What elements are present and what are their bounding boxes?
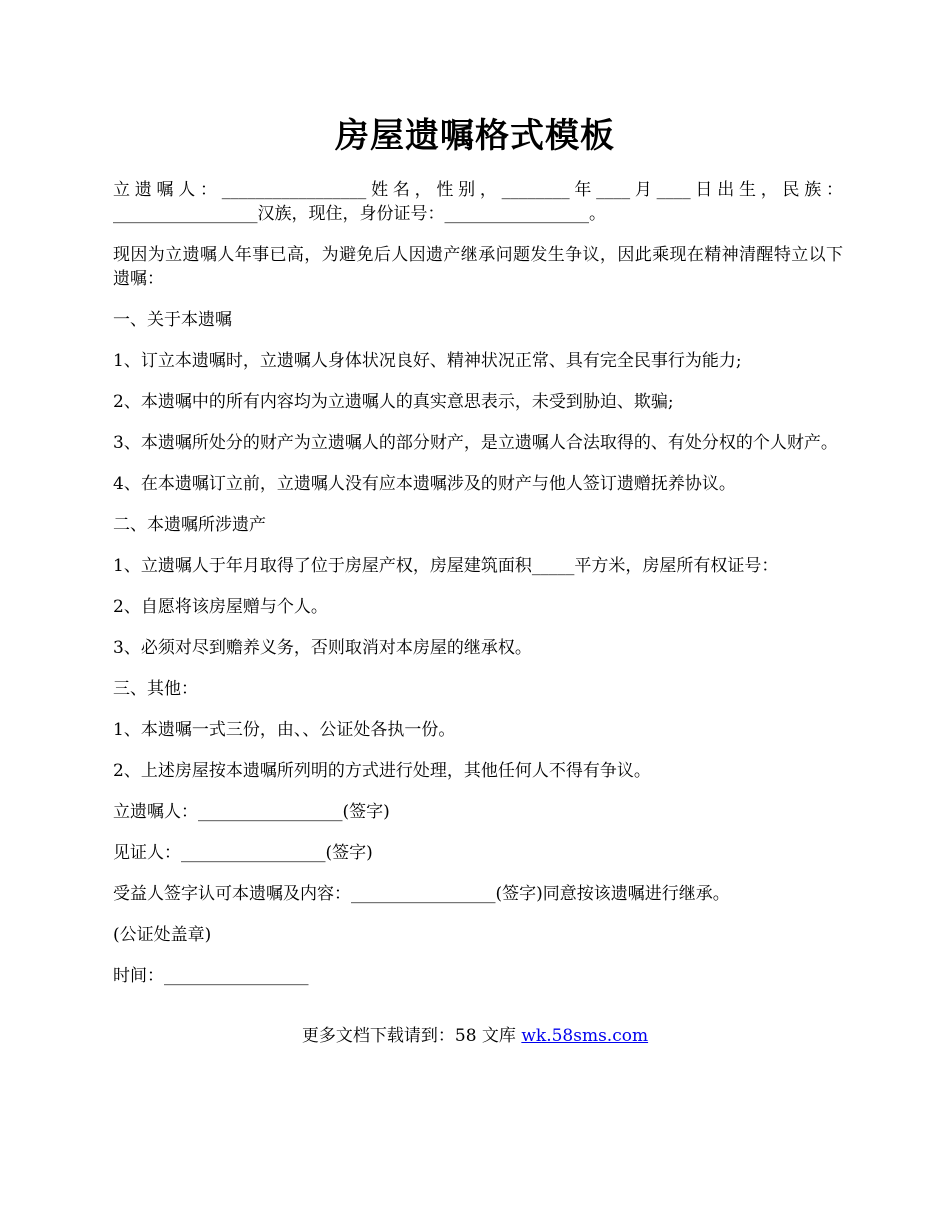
clause-3-1: 1、本遗嘱一式三份，由、、公证处各执一份。 [113, 720, 456, 740]
section-heading-3: 三、其他： [113, 679, 198, 699]
preamble-paragraph: 现因为立遗嘱人年事已高，为避免后人因遗产继承问题发生争议，因此乘现在精神清醒特立以下遗嘱： [113, 245, 843, 289]
clause-2-2: 2、自愿将该房屋赠与个人。 [113, 597, 328, 617]
section-heading-1: 一、关于本遗嘱 [113, 310, 232, 330]
clause-1-3: 3、本遗嘱所处分的财产为立遗嘱人的部分财产，是立遗嘱人合法取得的、有处分权的个人财产。 [113, 433, 838, 453]
document-title: 房屋遗嘱格式模板 [335, 116, 615, 156]
testator-info-paragraph: 立遗嘱人：_________________姓名，性别，________年____月____日出生，民族：_________________汉族，现住，身份证号：_________________。 [113, 180, 843, 224]
section-heading-2: 二、本遗嘱所涉遗产 [113, 515, 266, 535]
clause-2-3: 3、必须对尽到赡养义务，否则取消对本房屋的继承权。 [113, 638, 532, 658]
clause-2-1: 1、立遗嘱人于年月取得了位于房屋产权，房屋建筑面积_____平方米，房屋所有权证号： [113, 556, 779, 576]
clause-1-1: 1、订立本遗嘱时，立遗嘱人身体状况良好、精神状况正常、具有完全民事行为能力; [113, 351, 742, 371]
download-footer [0, 1024, 950, 1048]
footer-text: 更多文档下载请到：58 文库 [301, 1026, 522, 1046]
date-line: 时间：_________________ [113, 966, 309, 986]
witness-signature-line: 见证人：_________________(签字) [113, 843, 373, 863]
beneficiary-signature-line: 受益人签字认可本遗嘱及内容：_________________(签字)同意按该遗嘱进行继承。 [113, 884, 730, 904]
notary-seal-line: (公证处盖章) [113, 925, 212, 945]
clause-1-2: 2、本遗嘱中的所有内容均为立遗嘱人的真实意思表示，未受到胁迫、欺骗; [113, 392, 674, 412]
clause-1-4: 4、在本遗嘱订立前，立遗嘱人没有应本遗嘱涉及的财产与他人签订遗赠抚养协议。 [113, 474, 736, 494]
testator-signature-line: 立遗嘱人：_________________(签字) [113, 802, 390, 822]
clause-3-2: 2、上述房屋按本遗嘱所列明的方式进行处理，其他任何人不得有争议。 [113, 761, 651, 781]
document-body [113, 178, 843, 1005]
footer-link[interactable]: wk.58sms.com [521, 1026, 649, 1046]
